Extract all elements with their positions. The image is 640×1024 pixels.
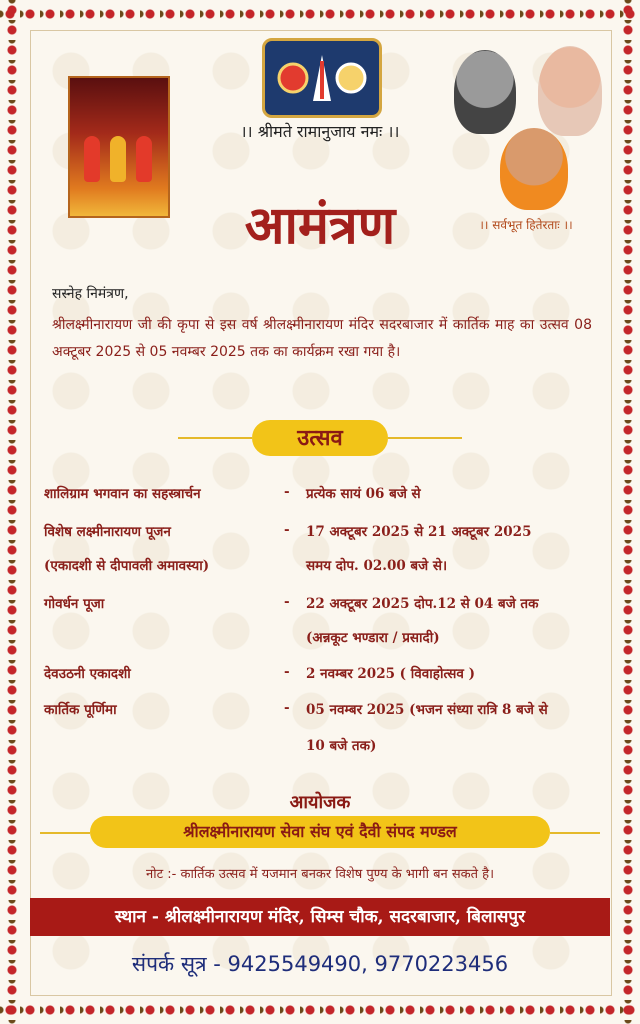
guru-portrait-3: [500, 128, 568, 210]
event-dash: -: [284, 484, 290, 500]
border-top: [0, 0, 640, 28]
event-name: शालिग्राम भगवान का सहस्त्रार्चन: [44, 486, 201, 502]
event-name: (एकादशी से दीपावली अमावस्या): [44, 558, 210, 574]
event-detail: 10 बजे तक): [306, 738, 377, 754]
event-detail: 05 नवम्बर 2025 (भजन संध्या रात्रि 8 बजे से: [306, 702, 548, 718]
event-detail: 2 नवम्बर 2025 ( विवाहोत्सव ): [306, 666, 476, 682]
venue-banner: स्थान - श्रीलक्ष्मीनारायण मंदिर, सिम्स चौक, सदरबाजार, बिलासपुर: [30, 898, 610, 936]
shrimate-text: ।। श्रीमते रामानुजाय नमः ।।: [240, 122, 400, 141]
intro-paragraph: श्रीलक्ष्मीनारायण जी की कृपा से इस वर्ष श्रीलक्ष्मीनारायण मंदिर सदरबाजार में कार्तिक माह का उत्सव 08 अक्टूबर 2025 से 05 नवम्बर 2025 तक का कार्यक्रम रखा गया है।: [52, 317, 592, 360]
event-detail: (अन्नकूट भण्डारा / प्रसादी): [306, 630, 440, 646]
utsav-rule-left: [178, 437, 252, 439]
event-dash: -: [284, 522, 290, 538]
organizer-label: आयोजक: [289, 792, 351, 813]
event-name: गोवर्धन पूजा: [44, 596, 105, 612]
event-dash: -: [284, 664, 290, 680]
note-text: नोट :- कार्तिक उत्सव में यजमान बनकर विशेष पुण्य के भागी बन सकते है।: [145, 867, 495, 882]
border-right: [616, 0, 640, 1024]
guru-portrait-1: [454, 50, 516, 134]
border-bottom: [0, 996, 640, 1024]
contact-numbers: संपर्क सूत्र - 9425549490, 9770223456: [131, 952, 509, 976]
event-detail: प्रत्येक सायं 06 बजे से: [306, 486, 421, 502]
event-name: कार्तिक पूर्णिमा: [44, 702, 117, 718]
org-rule-right: [550, 832, 600, 834]
utsav-heading: उत्सव: [252, 420, 388, 456]
sarvabhoot-text: ।। सर्वभूत हितेरताः ।।: [479, 218, 573, 232]
utsav-rule-right: [388, 437, 462, 439]
event-dash: -: [284, 700, 290, 716]
deity-photo: [68, 76, 170, 218]
event-detail: 17 अक्टूबर 2025 से 21 अक्टूबर 2025: [306, 524, 532, 540]
greeting: सस्नेह निमंत्रण,: [52, 286, 129, 302]
guru-portraits: [448, 38, 610, 208]
organizer-name: श्रीलक्ष्मीनारायण सेवा संघ एवं दैवी संपद मण्डल: [90, 816, 550, 848]
event-name: देवउठनी एकादशी: [44, 666, 131, 682]
guru-portrait-2: [538, 46, 602, 136]
event-detail: 22 अक्टूबर 2025 दोप.12 से 04 बजे तक: [306, 596, 539, 612]
event-name: विशेष लक्ष्मीनारायण पूजन: [44, 524, 171, 540]
page-title: आमंत्रण: [244, 195, 396, 256]
event-dash: -: [284, 594, 290, 610]
border-left: [0, 0, 24, 1024]
event-detail: समय दोप. 02.00 बजे से।: [306, 558, 448, 574]
tilak-emblem-logo-icon: [262, 38, 382, 118]
org-rule-left: [40, 832, 90, 834]
